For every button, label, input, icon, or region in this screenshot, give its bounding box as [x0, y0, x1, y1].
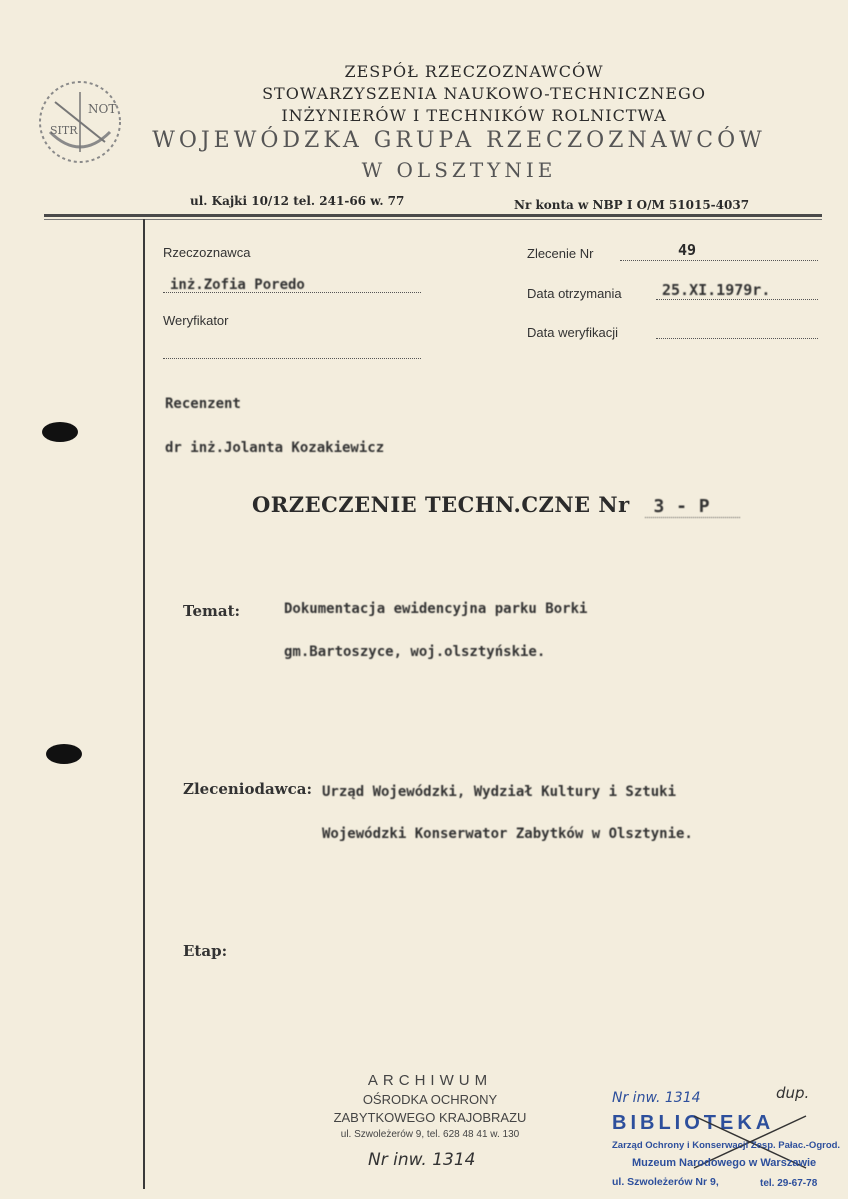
library-handwritten-dup: dup.	[776, 1084, 810, 1102]
header-line-3: INŻYNIERÓW I TECHNIKÓW ROLNICTWA	[281, 106, 667, 125]
zlecenie-label: Zlecenie Nr	[527, 246, 594, 261]
header-divider	[44, 214, 822, 217]
weryfikator-label: Weryfikator	[163, 313, 229, 328]
temat-line-1: Dokumentacja ewidencyjna parku Borki	[284, 601, 588, 617]
document-title	[252, 492, 740, 517]
recenzent-value: dr inż.Jolanta Kozakiewicz	[165, 440, 385, 456]
rzeczoznawca-value: inż.Zofia Poredo	[170, 277, 305, 293]
header-line-1: ZESPÓŁ RZECZOZNAWCÓW	[344, 62, 604, 81]
zleceniodawca-line-2: Wojewódzki Konserwator Zabytków w Olsztynie.	[322, 826, 693, 842]
library-stamp-line-1: Zarząd Ochrony i Konserwacji Zesp. Pałac.-Ogrod.	[612, 1140, 841, 1151]
header-address: ul. Kajki 10/12 tel. 241-66 w. 77	[190, 194, 405, 208]
zlecenie-field	[620, 246, 818, 261]
punch-hole-top	[42, 422, 78, 442]
header-line-5: W OLSZTYNIE	[361, 158, 557, 182]
archive-stamp-line-1: ARCHIWUM	[367, 1072, 493, 1089]
data-weryfikacji-label: Data weryfikacji	[527, 325, 619, 340]
punch-hole-bottom	[46, 744, 82, 764]
logo-text-not: NOT	[88, 102, 117, 116]
document-title-number: 3 - P	[645, 496, 740, 518]
logo-text-sitr: SITR	[50, 124, 78, 137]
library-stamp-line-2: Muzeum Narodowego w Warszawie	[632, 1157, 817, 1169]
zleceniodawca-line-1: Urząd Wojewódzki, Wydział Kultury i Sztuki	[322, 784, 677, 800]
library-handwritten-inventory: Nr inw. 1314	[612, 1090, 701, 1106]
etap-label: Etap:	[183, 942, 228, 960]
document-title-text: ORZECZENIE TECHN.CZNE Nr	[252, 492, 630, 517]
margin-line	[143, 219, 145, 1189]
archive-stamp-handwritten: Nr inw. 1314	[368, 1150, 476, 1170]
header-divider-thin	[44, 219, 822, 220]
library-stamp-line-3: ul. Szwoleżerów Nr 9,	[612, 1176, 719, 1188]
zlecenie-value: 49	[678, 241, 697, 259]
data-weryfikacji-field	[656, 324, 818, 339]
header-line-2: STOWARZYSZENIA NAUKOWO-TECHNICZNEGO	[262, 84, 706, 103]
header-line-4: WOJEWÓDZKA GRUPA RZECZOZNAWCÓW	[152, 128, 766, 153]
library-stamp-line-4: tel. 29-67-78	[760, 1178, 818, 1189]
library-stamp-title: BIBLIOTEKA	[612, 1112, 775, 1134]
recenzent-label: Recenzent	[165, 396, 241, 412]
temat-label: Temat:	[183, 602, 241, 620]
header-account: Nr konta w NBP I O/M 51015-4037	[514, 198, 750, 212]
archive-stamp-line-2: OŚRODKA OCHRONY	[362, 1092, 498, 1107]
weryfikator-field	[163, 344, 421, 359]
archive-stamp-line-3: ZABYTKOWEGO KRAJOBRAZU	[333, 1110, 527, 1125]
archive-stamp-line-4: ul. Szwoleżerów 9, tel. 628 48 41 w. 130	[340, 1129, 520, 1140]
data-otrzymania-label: Data otrzymania	[527, 286, 622, 301]
zleceniodawca-label: Zleceniodawca:	[183, 780, 312, 798]
temat-line-2: gm.Bartoszyce, woj.olsztyńskie.	[284, 644, 546, 660]
data-otrzymania-value: 25.XI.1979r.	[662, 281, 771, 299]
rzeczoznawca-label: Rzeczoznawca	[163, 245, 251, 260]
